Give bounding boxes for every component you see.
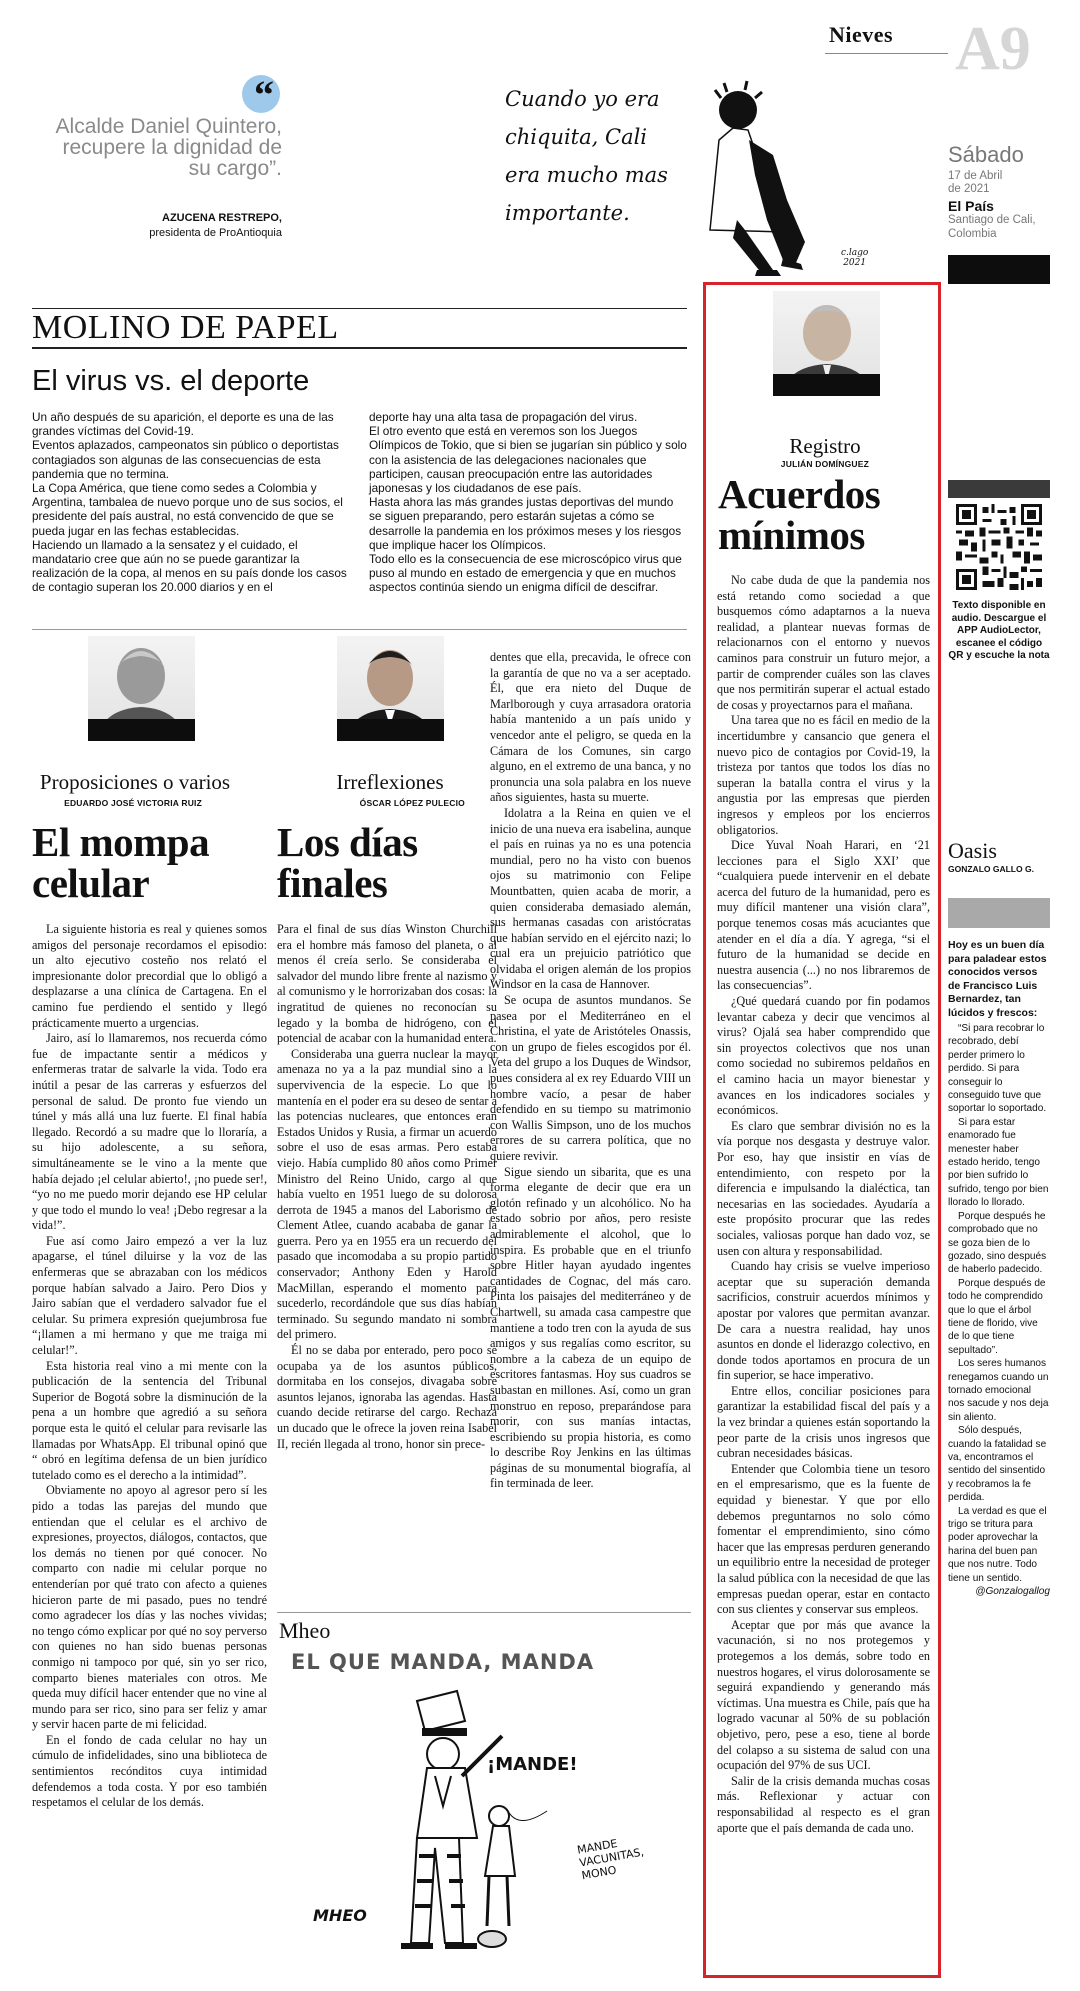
cartoon-signature: c.lago 2021 bbox=[841, 248, 869, 268]
molino-bottom-rule bbox=[32, 629, 687, 630]
paragraph: Salir de la crisis demanda muchas cosas más. Reflexionar y actuar con responsabilidad al respecto es el gran aporte que el país demanda de cada uno. bbox=[717, 1773, 930, 1835]
cartoon-signature: MHEO bbox=[313, 1906, 367, 1925]
cartoon-handwriting: Cuando yo era chiquita, Cali era mucho mas importante. bbox=[505, 87, 668, 225]
author-byline-mompa: EDUARDO JOSÉ VICTORIA RUIZ bbox=[64, 798, 202, 808]
headline-finales: Los días finales bbox=[277, 819, 418, 906]
paragraph: Jairo, así lo llamaremos, nos recuerda cómo fue de impactante sentir a médicos y enfermeras tratar de salvarle la vida. Todo era inútil a pesar de las carreras y esfuerzos del personal de salud. De pronto fue viendo un túnel y más allá una luz fuerte. El final había llegado. Recordó a su madre que lo lloraría, a su hijo adolescente, a su señora, simultáneamente se le vino a la mente que había dejado ¡el celular abierto!, ¡no puede ser!, “yo no me puedo morir dejando ese HP celular y que todo el mundo lo vea! ¡Debo regresar a la vida!”. bbox=[32, 1031, 267, 1233]
paragraph: Porque después he comprobado que no se goza bien de lo gozado, sino después de haberlo padecido. bbox=[948, 1210, 1047, 1276]
sidebar-gray-bar-oasis bbox=[948, 898, 1050, 928]
paper-city: Santiago de Cali, Colombia bbox=[948, 214, 1036, 240]
sidebar-gray-bar-top bbox=[948, 480, 1050, 498]
oasis-intro: Hoy es un buen día para paladear estos conocidos versos de Francisco Luis Bernardez, tan lúcidos y frescos: bbox=[948, 939, 1047, 1019]
molino-col2: deporte hay una alta tasa de propagación del virus. El otro evento que está en veremos son los Juegos Olímpicos de Tokio, que si bien se jugarían sin público y solo con la asistencia de las delegaciones nacionales que participen, causan preocupación entre las autoridades japonesas y los ciudadanos de ese país. Hasta ahora las más grandes justas deportivas del mundo se siguen preparando, pero estarán sujetas a cómo se desarrolle la pandemia en los próximos meses y los riesgos que implique hacer los Olímpicos. Todo ello es la consecuencia de ese microscópico virus que puso al mundo en estado de emergencia y que en muchos aspectos continúa siendo un enigma difícil de descifrar. bbox=[369, 410, 687, 595]
author-photo-victoria bbox=[88, 636, 195, 741]
page-number: A9 bbox=[955, 15, 1031, 83]
paragraph: Sólo después, cuando la fatalidad se va, encontramos el sentido del sinsentido y recobramos la fe perdida. bbox=[948, 1425, 1047, 1504]
article-body-finales-right bbox=[490, 650, 691, 1492]
paragraph: Esta historia real vino a mi mente con la publicación de la sentencia del Tribunal Superior de Bogotá sobre la disminución de la pena a un hombre que agredió a su señora porque esta le quitó el celular para revisarle las llamadas por WhatsApp. El tribunal opinó que “ obró en legítima defensa de un bien jurídico tutelado como es el derecho a la intimidad”. bbox=[32, 1358, 267, 1482]
author-byline-finales: ÓSCAR LÓPEZ PULECIO bbox=[359, 798, 465, 808]
paragraph: Entender que Colombia tiene un tesoro en el empresarismo, que es la fuente de equidad y bienestar. Y que por ello debemos preguntarnos no solo cómo fomentar el emprendimiento, sino cómo hacer que las empresas perduren generando un equilibrio entre la necesidad de proteger la salud pública con la necesidad de que las empresas puedan operar, estar en contacto con sus clientes y conservar sus empleos. bbox=[717, 1461, 930, 1617]
quote-author-role: presidenta de ProAntioquia bbox=[149, 227, 282, 239]
column-name-registro: Registro bbox=[789, 434, 861, 458]
speech-bubble-vacunitas: MANDE VACUNITAS, MONO bbox=[576, 1836, 645, 1883]
author-photo-lopez bbox=[337, 636, 444, 741]
paragraph: Se ocupa de asuntos mundanos. Se pasea por el Mediterráneo en el Christina, el yate de Aristóteles Onassis, con un grupo de fieles escogidos por él. Veta del grupo a los Duques de Windsor, pues considera al ex rey Eduardo VIII un hombre vacío, a pesar de haber defendido en su tiempo su matrimonio con Wallis Simpson, uno de los muchos errores de su carrera política, que no quiere revivir. bbox=[490, 993, 691, 1163]
paragraph: ¿Qué quedará cuando por fin podamos levantar cabeza y decir que vencimos al virus? Ojalá sea haber comprendido que sin proyectos colectivos que nos unan como sociedad no subiremos peldaños en el camino hacia un mayor bienestar y avances en los indicadores sociales y económicos. bbox=[717, 994, 930, 1118]
paragraph: La siguiente historia es real y quienes somos amigos del personaje recordamos el episodio: un alto ejecutivo costeño nos relató el impresionante dolor precordial que lo obligó a desplazarse a una clínica de Cartagena. En el camino fue perdiendo el sentido y llegó prácticamente muerto a urgencias. bbox=[32, 922, 267, 1030]
masthead-rule bbox=[825, 53, 948, 54]
column-name-mompa: Proposiciones o varios bbox=[39, 770, 231, 794]
article-body-registro bbox=[717, 573, 930, 1836]
quote-text: Alcalde Daniel Quintero, recupere la dignidad de su cargo”. bbox=[55, 115, 282, 180]
molino-col1: Un año después de su aparición, el deporte es una de las grandes víctimas del Covid-19. Eventos aplazados, campeonatos sin público o deportistas contagiados son algunas de las consecuencias de esta pandemia que no termina. La Copa América, que tiene como sedes a Colombia y Argentina, tambalea de nuevo porque uno de sus socios, el presidente del país austral, no está convencido de que se pueda jugar en las fechas establecidas. Haciendo un llamado a la sensatez y el cuidado, el mandatario cree que aún no se puede garantizar la realización de la copa, al menos en su país donde los casos de contagio superan los 20.000 diarios y en el bbox=[32, 410, 347, 595]
paragraph: Consideraba una guerra nuclear la mayor amenaza no ya a la paz mundial sino a la supervivencia de la especie. Lo que lo mantenía en el poder era su deseo de sentar a las potencias nucleares, que entonces eran Estados Unidos y Rusia, a firmar un acuerdo sobre el uso de esas armas. Pero estaba viejo. Había cumplido 80 años como Primer Ministro del Reino Unido, cargo al que había vuelto en 1951 luego de su dolorosa derrota de 1945 a manos del Laborismo de Clement Atlee, cuando acababa de ganar la guerra. Pero ya en 1955 era un recuerdo del pasado que incomodaba a su propio partido conservador; Anthony Eden y Harold MacMillan, esperando el momento para sucederlo, recordándole que sus días habían terminado. Su segundo mandato ni sombra del primero. bbox=[277, 1046, 497, 1342]
paragraph: Es claro que sembrar división no es la vía porque nos desgasta y destruye valor. Por eso, hay que insistir en vías de entendimiento, con respeto por la diferencia e impulsando la dialéctica, tan necesarias en las sociedades. Ayudaría a este propósito procurar que las redes sociales, valiosas porque han dado voz, se usen con altura y responsabilidad. bbox=[717, 1118, 930, 1258]
paragraph: Los seres humanos renegamos cuando un tornado emocional nos sacude y nos deja sin aliento. bbox=[948, 1358, 1049, 1423]
paragraph: Fue así como Jairo empezó a ver la luz apagarse, el túnel diluirse y la voz de las enfermeras que se abrazaban con los médicos porque habían salvado a Jairo. Pero Dios y Jairo sabían que el verdadero salvador fue el celular. Su primera expresión quejumbrosa fue “¡llamen a mi hermano y que me traiga mi celular!”. bbox=[32, 1233, 267, 1358]
author-photo-dominguez bbox=[773, 291, 880, 396]
paragraph: Entre ellos, conciliar posiciones para garantizar la estabilidad fiscal del país y a la vez brindar a quienes están soportando la peor parte de la crisis unos ingresos que cubran necesidades básicas. bbox=[717, 1383, 930, 1461]
headline-mompa: El mompa celular bbox=[32, 819, 210, 906]
quote-mark-icon: “ bbox=[242, 75, 280, 113]
molino-headline: El virus vs. el deporte bbox=[32, 365, 310, 397]
edition-day: Sábado bbox=[948, 142, 1024, 167]
paragraph: dentes que ella, precavida, le ofrece con la garantía de que no va a ser aceptado. Él, que era nieto del Duque de Marlborough y cuya arrasadora oratoria había mantenido a un país unido y vencedor ante el peligro, se queda en la Cámara de los Comunes, sin cargo alguno, en el extremo de una banca, y no pronuncia una sola palabra en los nueve años siguientes, hasta su muerte. bbox=[490, 650, 691, 805]
cartoon-caption: EL QUE MANDA, MANDA bbox=[291, 1650, 595, 1674]
paragraph: Para el final de sus días Winston Churchill era el hombre más famoso del planeta, o al menos él creía serlo. Se consideraba el salvador del mundo libre frente al nazismo y al comunismo y le horrorizaban dos cosas: la ingratitud de quienes no reconocían su legado y la bomba de hidrógeno, con el potencial de acabar con la humanidad entera. bbox=[277, 922, 497, 1046]
quote-author: AZUCENA RESTREPO, bbox=[162, 212, 282, 224]
qr-audio-text: Texto disponible en audio. Descargue el APP AudioLector, escanee el código QR y escuche la nota bbox=[948, 600, 1050, 661]
headline-registro: Acuerdos mínimos bbox=[718, 471, 881, 558]
oasis-title: Oasis bbox=[948, 838, 997, 863]
oasis-body bbox=[948, 1022, 1050, 1598]
edition-date: 17 de Abril de 2021 bbox=[948, 170, 1003, 195]
cartoon-label: Mheo bbox=[279, 1618, 331, 1643]
masthead-black-bar bbox=[948, 255, 1050, 284]
paragraph: Cuando hay crisis se vuelve imperioso aceptar que su superación demanda sacrificios, construir acuerdos mínimos y apostar por valores que permitan avanzar. De cara a nuestra realidad, hay unos asuntos en donde el liderazgo colectivo, en donde todos aportamos en procura de un fin superior, se hace imperativo. bbox=[717, 1259, 930, 1383]
girl-illustration bbox=[505, 70, 885, 285]
molino-title-rule bbox=[32, 347, 687, 349]
cartoon-mheo bbox=[277, 1616, 691, 1966]
paragraph: Él no se daba por enterado, pero poco se ocupaba ya de los asuntos públicos, dormitaba en los consejos, divagaba sobre asuntos lejanos, ignoraba las agendas. Hasta cuando decide retirarse del cargo. Rechaza un ducado que le ofrece la joven reina Isabel II, recién llegada al trono, honor sin prece- bbox=[277, 1343, 497, 1451]
article-body-finales-left bbox=[277, 922, 497, 1452]
paragraph: “Si para recobrar lo recobrado, debí perder primero lo perdido. Si para conseguir lo conseguido tuve que soportar lo soportado. bbox=[948, 1023, 1047, 1115]
paragraph: Aceptar que por más que avance la vacunación, si no nos protegemos y protegemos a los demás, sobre todo en nuestros hogares, el virus dolorosamente se seguirá expandiendo y generando más víctimas. Una muestra es Chile, país que ha logrado vacunar al 50% de su población objetivo, pero, pese a eso, tiene al borde del colapso a su sistema de salud con una ocupación del 97% de sus UCI. bbox=[717, 1617, 930, 1773]
cartoon-top bbox=[505, 70, 885, 285]
paragraph: Obviamente no apoyo al agresor pero sí les pido a todas las parejas del mundo que entiendan que el celular es el archivo de expresiones, proyectos, diálogos, contactos, que los demás no tienen por qué conocer. No comparto con nadie mi celular porque no entenderían por qué trato con afecto a quienes hicieron parte de mi pasado, pues no tendré como agradecer los días y las noches vividas; no tengo cómo explicar por qué no soy perverso con quienes no han sido buenas personas conmigo ni tampoco por qué, sin yo ser rico, comparto bienes materiales con otros. Me queda muy difícil hacer entender que no vine al mundo para ser rico, sino para ser feliz y amar y servir hacen parte de mi felicidad. bbox=[32, 1483, 267, 1732]
paragraph: Sigue siendo un sibarita, que es una forma elegante de decir que era un glotón refinado y un alcohólico. No ha estado sobrio por años, pero resiste admirablemente el alcohol, que lo inspira. Es probable que en el triunfo sobre Hitler hayan ayudado ingentes cantidades de Cognac, del más caro. Pinta los paisajes del mediterráneo y de Chartwell, su amada casa campestre que mantiene a todo tren con la ayuda de sus amigos y sus regalías como escritor, su nombre a la cabeza de un equipo de escritores fantasmas. Hoy sus cuadros se subastan en millones. Así, como un gran monstruo en reposo, preparándose para morir, con sus manías intactas, escribiendo su propia historia, es como lo describe Roy Jenkins en las últimas páginas de su monumental biografía, al fin terminada de leer. bbox=[490, 1164, 691, 1491]
paragraph: En el fondo de cada celular no hay un cúmulo de infidelidades, sino una biblioteca de sentimientos recónditos cuya intimidad defendemos a toda costa. Y por eso también respetamos el celular de los demás. bbox=[32, 1732, 267, 1810]
paragraph: Una tarea que no es fácil en medio de la incertidumbre y cansancio que genera el nuevo pico de contagios por Covid-19, la tristeza por tantos que todos los días no superan la batalla contra el virus y la angustia por las empresas que pierden ingresos y empleos por los encierros obligatorios. bbox=[717, 713, 930, 837]
molino-section-title: MOLINO DE PAPEL bbox=[32, 309, 339, 346]
paragraph: Idolatra a la Reina en quien ve el inicio de una nueva era isabelina, aunque el país en ruinas ya no es una potencia mundial, pero no ha visto con buenos ojos su matrimonio con Felipe Mountbatten, quien acaba de morir, a quien consideraba demasiado alemán, sus hermanas casadas con aristócratas que habían servido en el ejército nazi; lo cual era un prejuicio patriótico que olvidaba el origen alemán de los propios Windsor en la casa de Hannover. bbox=[490, 805, 691, 992]
oasis-author: GONZALO GALLO G. bbox=[948, 864, 1034, 874]
speech-bubble-mande: ¡MANDE! bbox=[487, 1754, 578, 1775]
section-name: Nieves bbox=[829, 22, 894, 47]
cartoon-mheo-rule bbox=[277, 1612, 691, 1613]
qr-code-icon[interactable] bbox=[956, 504, 1042, 590]
paragraph: Porque después de todo he comprendido que lo que el árbol tiene de florido, vive de lo que tiene sepultado”. bbox=[948, 1277, 1046, 1356]
paragraph: Dice Yuval Noah Harari, en ‘21 lecciones para el Siglo XXI’ que “cualquiera puede intervenir en el debate acerca del futuro de la humanidad, pero es muy difícil mantener una visión clara”, porque tenemos cosas más acuciantes que atender en el día a día. Y agrega, “si el futuro de la humanidad se decide en nuestra ausencia (...) no nos libraremos de las consecuencias”. bbox=[717, 838, 930, 993]
paragraph: Si para estar enamorado fue menester haber estado herido, tengo por bien sufrido lo sufrido, tengo por bien llorado lo llorado. bbox=[948, 1116, 1049, 1209]
paper-name: El País bbox=[948, 198, 994, 214]
column-name-irreflexiones: Irreflexiones bbox=[336, 770, 444, 794]
paragraph: No cabe duda de que la pandemia nos está retando como sociedad a que busquemos cómo adaptarnos a la nueva realidad, a plantear nuevas formas de relacionarnos con el entorno y nuevos caminos para construir un futuro mejor, a partir de comprender cuáles son las claves que nos permitirán superar el actual estado de cosas y proyectarnos para el mañana. bbox=[717, 573, 930, 712]
author-byline-registro: JULIÁN DOMÍNGUEZ bbox=[780, 459, 869, 469]
oasis-handle: @Gonzalogallog bbox=[975, 1586, 1050, 1598]
paragraph: La verdad es que el trigo se tritura para poder aprovechar la harina del buen pan que nos nutre. Todo tiene un sentido. bbox=[948, 1505, 1047, 1584]
article-body-mompa bbox=[32, 922, 267, 1811]
